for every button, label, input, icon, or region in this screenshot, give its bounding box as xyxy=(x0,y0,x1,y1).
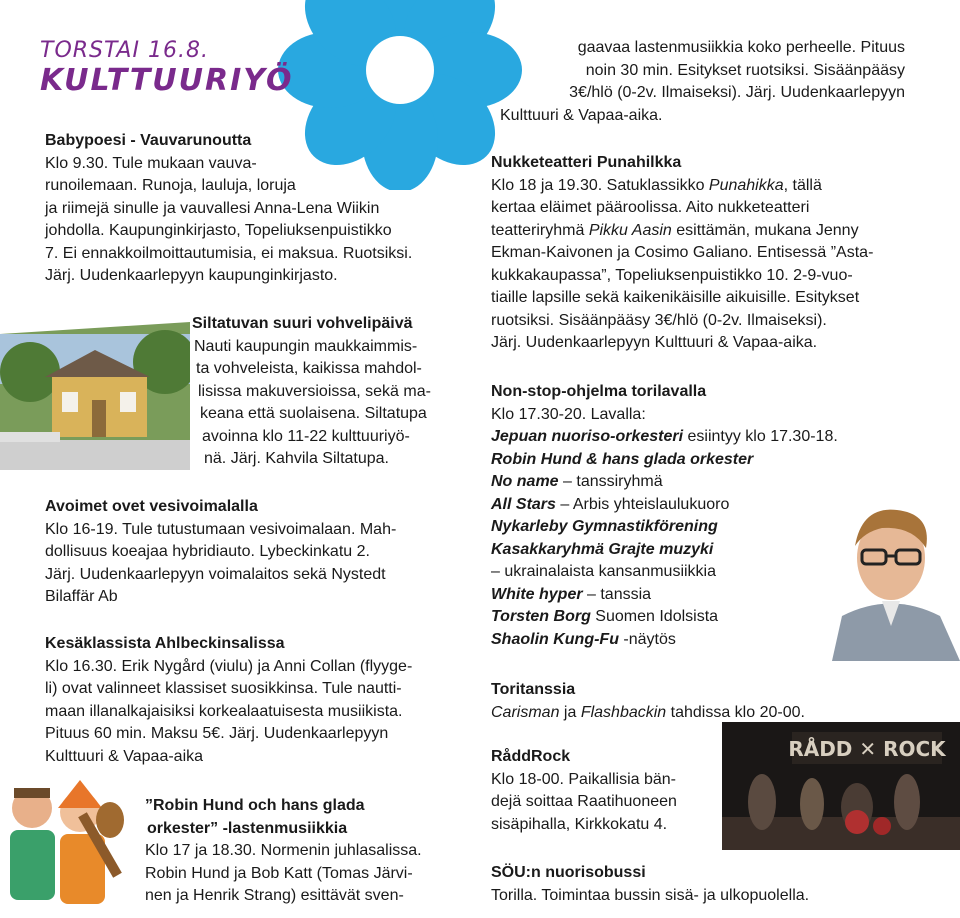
event-robin-hund-continued xyxy=(500,37,905,127)
performer-name: White hyper xyxy=(491,585,583,603)
event-text: li) ovat valinneet klassiset suosikkinsa. Tule nautti- xyxy=(45,680,402,697)
performer-name: All Stars xyxy=(491,495,556,513)
event-text: ruotsiksi. Sisäänpääsy 3€/hlö (0-2v. Ilmaiseksi). xyxy=(491,311,827,329)
event-text: keana että suolaisena. Siltatupa xyxy=(200,405,427,422)
performer-name: Nykarleby Gymnastikförening xyxy=(491,518,718,535)
svg-text:RÅDD ✕ ROCK: RÅDD ✕ ROCK xyxy=(788,737,946,761)
performer-name: Shaolin Kung-Fu xyxy=(491,630,619,648)
event-title: Toritanssia xyxy=(491,681,576,698)
event-siltatupa xyxy=(192,313,431,471)
event-nukketeatteri xyxy=(491,152,873,355)
event-text: Kulttuuri & Vapaa-aika. xyxy=(500,106,663,124)
event-sou-bus xyxy=(491,862,809,907)
text-run: , tällä xyxy=(783,176,822,194)
event-text: sisäpihalla, Kirkkokatu 4. xyxy=(491,815,668,833)
event-title: Babypoesi - Vauvarunoutta xyxy=(45,132,252,149)
event-title: orkester” -lastenmusiikkia xyxy=(147,819,348,837)
boy-portrait-photo xyxy=(822,496,960,661)
event-text: 3€/hlö (0-2v. Ilmaiseksi). Järj. Uudenkaarlepyyn xyxy=(569,84,905,101)
text-run: Pikku Aasin xyxy=(588,221,672,239)
event-text: Klo 9.30. Tule mukaan vauva- xyxy=(45,154,257,172)
event-nonstop xyxy=(491,381,838,651)
event-text: maan illanalkajaisiksi korkealaatuisesta musiikista. xyxy=(45,702,403,720)
program-item xyxy=(491,584,838,607)
event-text: Klo 16-19. Tule tutustumaan vesivoimalaan. Mah- xyxy=(45,520,397,538)
event-text: dollisuus koeajaa hybridiauto. Lybeckinkatu 2. xyxy=(45,543,370,560)
event-robin-hund xyxy=(145,795,422,908)
performer-name: Robin Hund & hans glada orkester xyxy=(491,450,754,468)
event-title: RåddRock xyxy=(491,748,571,765)
event-text: 7. Ei ennakkoilmoittautumisia, ei maksua. Ruotsiksi. xyxy=(45,244,413,262)
event-title: ”Robin Hund och hans glada xyxy=(145,797,365,814)
performer-name: No name xyxy=(491,473,559,490)
event-toritanssia xyxy=(491,679,805,724)
event-text: Järj. Uudenkaarlepyyn kaupunginkirjasto. xyxy=(45,267,338,284)
event-text: ta vohveleista, kaikissa mahdol- xyxy=(196,360,422,377)
program-item xyxy=(491,471,838,494)
performer-name: Kasakkaryhmä Grajte muzyki xyxy=(491,540,714,558)
event-text: gaavaa lastenmusiikkia koko perheelle. Pituus xyxy=(577,39,905,56)
text-run: Punahikka xyxy=(708,176,784,194)
event-text: tiaille lapsille sekä kaikenikäisille aikuisille. Esitykset xyxy=(491,289,860,306)
event-title: Avoimet ovet vesivoimalalla xyxy=(45,498,258,515)
performer-info: – Arbis yhteislaulukuoro xyxy=(555,495,730,513)
event-text: Robin Hund ja Bob Katt (Tomas Järvi- xyxy=(145,864,413,882)
event-text: kertaa eläimet pääroolissa. Aito nukketeatteri xyxy=(491,199,810,216)
performer-info: -näytös xyxy=(618,630,676,648)
text-run: tahdissa klo 20-00. xyxy=(666,703,805,721)
house-photo xyxy=(0,322,190,470)
event-text: noin 30 min. Esitykset ruotsiksi. Sisäänpääsy xyxy=(585,61,905,79)
event-title: Kesäklassista Ahlbeckinsalissa xyxy=(45,635,285,652)
event-text xyxy=(491,220,873,243)
event-raddrock xyxy=(491,746,677,836)
event-text xyxy=(491,175,873,198)
event-text: Kulttuuri & Vapaa-aika xyxy=(45,747,204,765)
event-text: Bilaffär Ab xyxy=(45,588,118,605)
event-text: Pituus 60 min. Maksu 5€. Järj. Uudenkaarlepyyn xyxy=(45,725,389,742)
header-brand: KULTTUURIYÖ xyxy=(40,63,294,98)
program-item xyxy=(491,539,838,562)
event-text: nä. Järj. Kahvila Siltatupa. xyxy=(204,450,389,467)
text-run: Carisman xyxy=(491,703,560,721)
event-text: Torilla. Toimintaa bussin sisä- ja ulkopuolella. xyxy=(491,886,810,904)
text-run: ja xyxy=(559,703,581,721)
event-vesivoima xyxy=(45,496,396,609)
event-text: Ekman-Kaivonen ja Cosimo Galiano. Entisessä ”Asta- xyxy=(491,244,874,261)
event-text: runoilemaan. Runoja, lauluja, loruja xyxy=(45,177,296,194)
event-text: Järj. Uudenkaarlepyyn Kulttuuri & Vapaa-aika. xyxy=(491,334,818,351)
event-text: Klo 16.30. Erik Nygård (viulu) ja Anni Collan (flyyge- xyxy=(45,657,413,675)
event-text: Nauti kaupungin maukkaimmis- xyxy=(194,337,418,355)
text-run: esittämän, mukana Jenny xyxy=(671,221,859,239)
event-klassista xyxy=(45,633,412,768)
event-text: dejä soittaa Raatihuoneen xyxy=(491,793,677,810)
program-item xyxy=(491,629,838,652)
event-text: Järj. Uudenkaarlepyyn voimalaitos sekä Nystedt xyxy=(45,565,386,583)
event-text: avoinna klo 11-22 kulttuuriyö- xyxy=(202,427,410,445)
program-item xyxy=(491,426,838,449)
text-run: Klo 18 ja 19.30. Satuklassikko xyxy=(491,176,709,194)
event-text: ja riimejä sinulle ja vauvallesi Anna-Lena Wiikin xyxy=(45,199,380,217)
event-text: lisissa makuversioissa, sekä ma- xyxy=(198,382,431,400)
event-title: Non-stop-ohjelma torilavalla xyxy=(491,383,707,400)
text-run: teatteriryhmä xyxy=(491,221,589,239)
event-text: Klo 18-00. Paikallisia bän- xyxy=(491,770,676,788)
event-text: nen ja Henrik Strang) esittävät sven- xyxy=(145,887,404,904)
program-item xyxy=(491,516,838,539)
performer-info: Suomen Idolsista xyxy=(590,608,719,625)
band-photo xyxy=(722,722,960,850)
event-text: johdolla. Kaupunginkirjasto, Topeliuksenpuistikko xyxy=(45,222,392,239)
program-item xyxy=(491,561,838,584)
event-text: Klo 17 ja 18.30. Normenin juhlasalissa. xyxy=(145,842,422,859)
event-title: Nukketeatteri Punahilkka xyxy=(491,154,682,171)
performer-name: Torsten Borg xyxy=(491,608,591,625)
text-run: Flashbackin xyxy=(580,703,667,721)
program-item xyxy=(491,449,838,472)
event-text xyxy=(491,702,805,725)
event-title: Siltatuvan suuri vohvelipäivä xyxy=(192,315,413,332)
program-item xyxy=(491,606,838,629)
page-header xyxy=(40,38,293,98)
performer-name: Jepuan nuoriso-orkesteri xyxy=(491,428,684,445)
performer-info: – ukrainalaista kansanmusiikkia xyxy=(491,563,716,580)
event-babypoesi xyxy=(45,130,412,288)
performer-info: – tanssia xyxy=(582,585,652,603)
event-text: Klo 17.30-20. Lavalla: xyxy=(491,405,646,423)
header-date: TORSTAI 16.8. xyxy=(40,38,209,63)
event-title: SÖU:n nuorisobussi xyxy=(491,864,646,881)
clowns-photo xyxy=(0,780,135,918)
event-text: kukkakaupassa”, Topeliuksenpuistikko 10. 2-9-vuo- xyxy=(491,266,853,284)
performer-info: esiintyy klo 17.30-18. xyxy=(683,428,838,445)
program-item xyxy=(491,494,838,517)
performer-info: – tanssiryhmä xyxy=(558,473,663,490)
